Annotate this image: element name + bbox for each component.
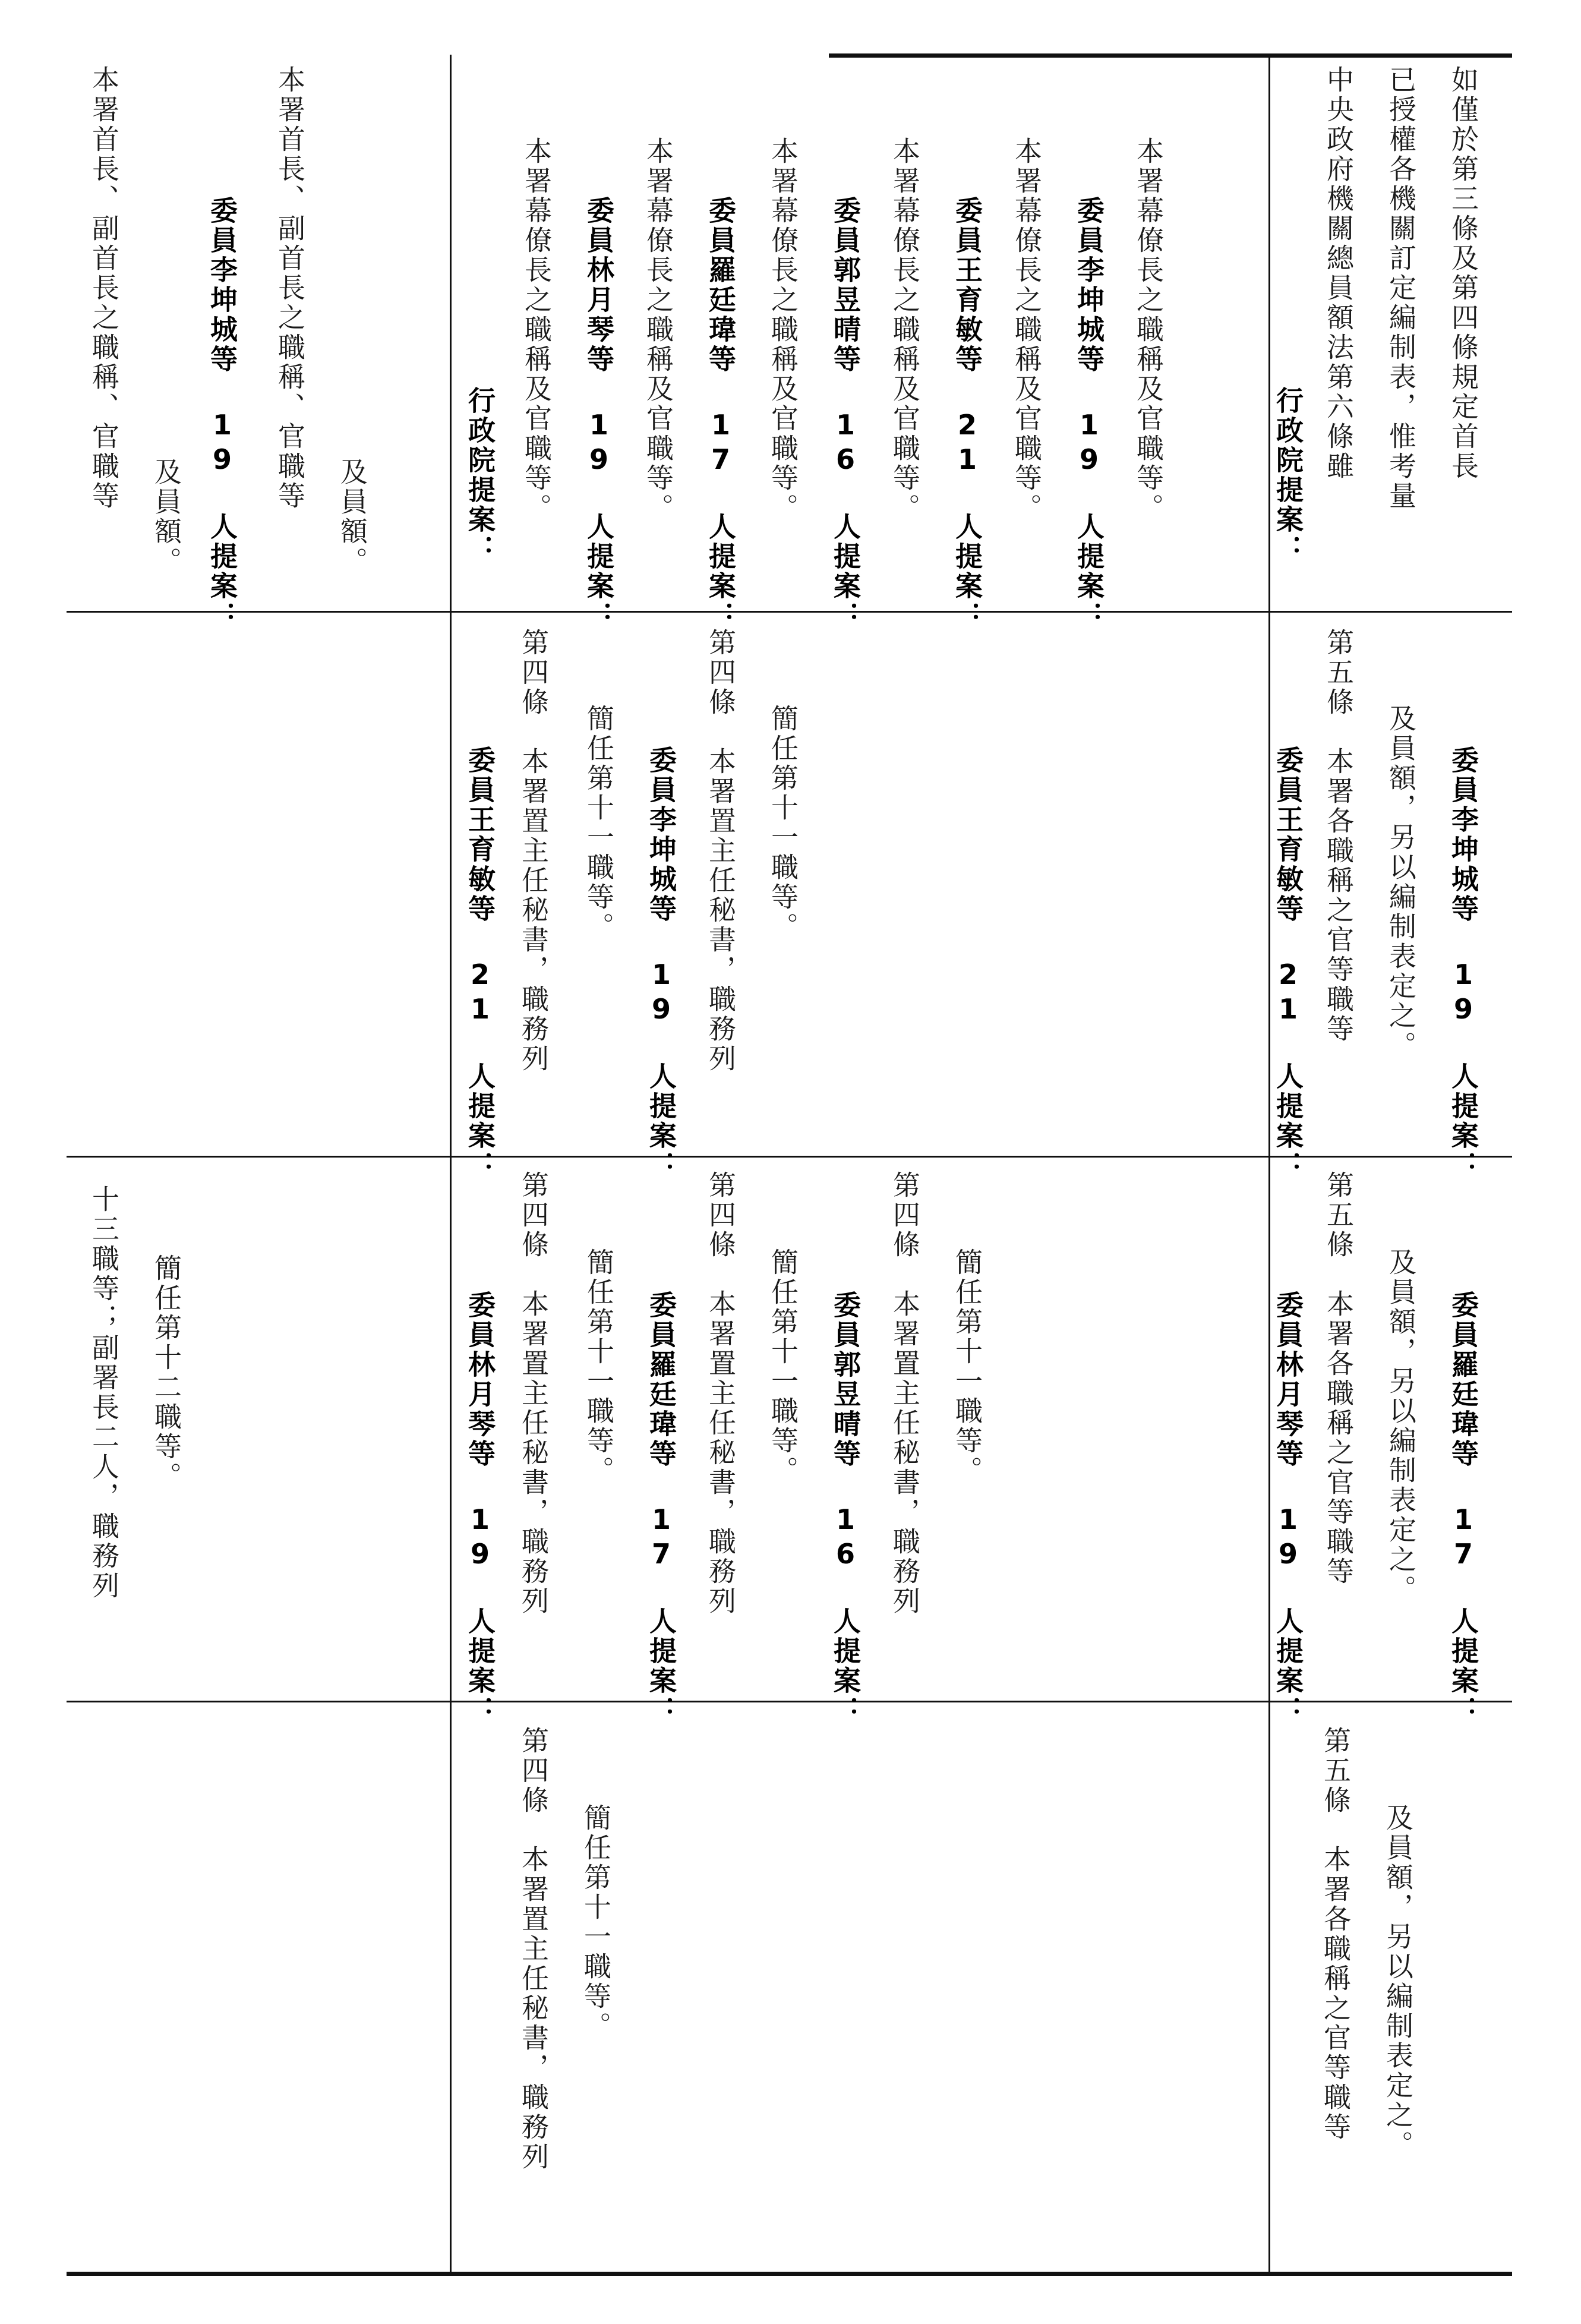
proposal-heading: 委員林月琴等 19 人提案：	[583, 196, 615, 631]
text-line: 簡任第十一職等。	[580, 1803, 612, 2041]
table-border-bottom	[67, 2272, 1512, 2276]
proposal-heading: 委員王育敏等 21 人提案：	[951, 196, 983, 631]
proposal-heading: 委員王育敏等 21 人提案：	[1272, 746, 1304, 1181]
text-line: 第四條 本署置主任秘書，職務列	[517, 1171, 550, 1616]
text-line: 已授權各機關訂定編制表，惟考量	[1385, 65, 1417, 511]
proposal-heading: 行政院提案：	[464, 386, 496, 565]
proposal-heading: 委員郭昱晴等 16 人提案：	[829, 196, 861, 631]
text-line: 第五條 本署各職稱之官等職等	[1320, 1726, 1352, 2142]
text-line: 第四條 本署置主任秘書，職務列	[889, 1171, 921, 1616]
text-line: 本署首長、副首長之職稱、官職等	[88, 65, 120, 511]
text-line: 本署幕僚長之職稱及官職等。	[1132, 137, 1165, 523]
text-line: 本署首長、副首長之職稱、官職等	[274, 65, 306, 511]
text-line: 第五條 本署各職稱之官等職等	[1323, 628, 1355, 1044]
proposal-heading: 行政院提案：	[1272, 386, 1304, 565]
text-line: 簡任第十一職等。	[767, 1248, 799, 1486]
text-line: 本署幕僚長之職稱及官職等。	[642, 137, 674, 523]
text-line: 簡任第十一職等。	[767, 704, 799, 942]
proposal-heading: 委員王育敏等 21 人提案：	[464, 746, 496, 1181]
row-divider-right	[67, 611, 1512, 613]
text-line: 本署幕僚長之職稱及官職等。	[889, 137, 921, 523]
proposal-heading: 委員羅廷瑋等 17 人提案：	[1447, 1291, 1479, 1726]
text-line: 中央政府機關總員額法第六條雖	[1323, 65, 1355, 481]
text-line: 本署幕僚長之職稱及官職等。	[1011, 137, 1043, 523]
proposal-heading: 委員李坤城等 19 人提案：	[1073, 196, 1105, 631]
proposal-heading: 委員李坤城等 19 人提案：	[206, 196, 238, 631]
text-line: 及員額。	[336, 458, 368, 576]
column-divider-1	[450, 55, 452, 2274]
text-line: 簡任第十一職等。	[583, 1248, 615, 1486]
text-line: 簡任第十二職等。	[150, 1254, 182, 1491]
proposal-heading: 委員郭昱晴等 16 人提案：	[829, 1291, 861, 1726]
proposal-heading: 委員林月琴等 19 人提案：	[1272, 1291, 1304, 1726]
text-line: 簡任第十一職等。	[583, 704, 615, 942]
text-line: 十三職等；副署長二人，職務列	[88, 1185, 120, 1601]
text-line: 簡任第十一職等。	[951, 1248, 983, 1486]
proposal-heading: 委員羅廷瑋等 17 人提案：	[645, 1291, 677, 1726]
text-line: 如僅於第三條及第四條規定首長	[1447, 65, 1479, 481]
text-line: 第四條 本署置主任秘書，職務列	[517, 628, 550, 1074]
text-line: 及員額。	[150, 458, 182, 576]
table-border-top	[829, 53, 1512, 58]
proposal-heading: 委員李坤城等 19 人提案：	[1447, 746, 1479, 1181]
text-line: 及員額，另以編制表定之。	[1385, 704, 1417, 1061]
text-line: 及員額，另以編制表定之。	[1385, 1248, 1417, 1604]
proposal-heading: 委員羅廷瑋等 17 人提案：	[705, 196, 737, 631]
text-line: 第五條 本署各職稱之官等職等	[1323, 1171, 1355, 1587]
text-line: 本署幕僚長之職稱及官職等。	[767, 137, 799, 523]
text-line: 第四條 本署置主任秘書，職務列	[517, 1726, 550, 2172]
text-line: 第四條 本署置主任秘書，職務列	[705, 1171, 737, 1616]
proposal-heading: 委員林月琴等 19 人提案：	[464, 1291, 496, 1726]
column-divider-2	[1268, 55, 1270, 2274]
text-line: 本署幕僚長之職稱及官職等。	[520, 137, 553, 523]
proposal-heading: 委員李坤城等 19 人提案：	[645, 746, 677, 1181]
text-line: 及員額，另以編制表定之。	[1382, 1803, 1414, 2160]
text-line: 第四條 本署置主任秘書，職務列	[705, 628, 737, 1074]
